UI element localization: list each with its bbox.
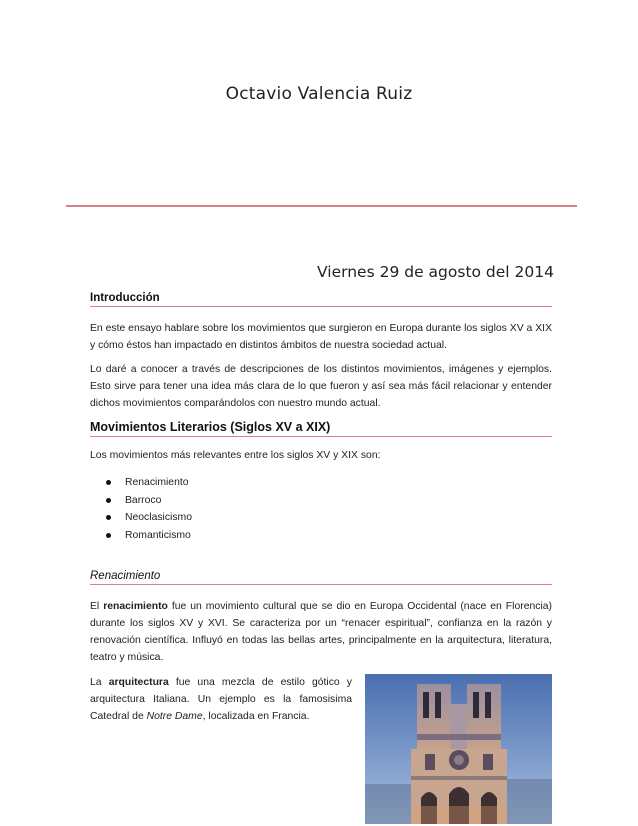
intro-heading: Introducción — [90, 292, 552, 307]
movements-heading: Movimientos Literarios (Siglos XV a XIX) — [90, 420, 552, 437]
list-item: Barroco — [90, 492, 552, 510]
notre-dame-photo — [365, 674, 552, 824]
list-item: Neoclasicismo — [90, 509, 552, 527]
intro-paragraph-2: Lo daré a conocer a través de descripciones de los distintos movimientos, imágenes y ejemplos. Esto sirve para tener una idea más clara de lo que fueron y así sea más fácil relacionar y entender dichos movimientos comparándolos con nuestro mundo actual. — [90, 364, 552, 409]
document-date: Viernes 29 de agosto del 2014 — [317, 263, 554, 281]
bullet-icon — [106, 480, 111, 485]
header-divider — [66, 205, 577, 207]
movements-intro: Los movimientos más relevantes entre los siglos XV y XIX son: — [90, 450, 381, 461]
bullet-icon — [106, 515, 111, 520]
bullet-icon — [106, 533, 111, 538]
architecture-section — [90, 674, 552, 725]
movements-list — [90, 474, 552, 544]
intro-paragraph-1: En este ensayo hablare sobre los movimientos que surgieron en Europa durante los siglos XV a XIX y cómo éstos han impactado en distintos ámbitos de nuestra sociedad actual. — [90, 323, 552, 351]
renacimiento-paragraph-1: El renacimiento fue un movimiento cultural que se dio en Europa Occidental (nace en Florencia) durante los siglos XV y XVI. Se caracteriza por un “renacer espiritual”, confianza en la razón y renovación científica. Influyó en todas las bellas artes, principalmente en la arquitectura, literatura, teatro y música. — [90, 601, 552, 663]
list-item: Romanticismo — [90, 527, 552, 545]
bullet-icon — [106, 498, 111, 503]
renacimiento-paragraph-2: La arquitectura fue una mezcla de estilo gótico y arquitectura Italiana. Un ejemplo es la famosisima Catedral de Notre Dame, localizada en Francia. — [90, 677, 353, 722]
renacimiento-heading: Renacimiento — [90, 570, 552, 585]
document-body — [90, 292, 552, 725]
author-name: Octavio Valencia Ruiz — [225, 84, 413, 104]
list-item: Renacimiento — [90, 474, 552, 492]
